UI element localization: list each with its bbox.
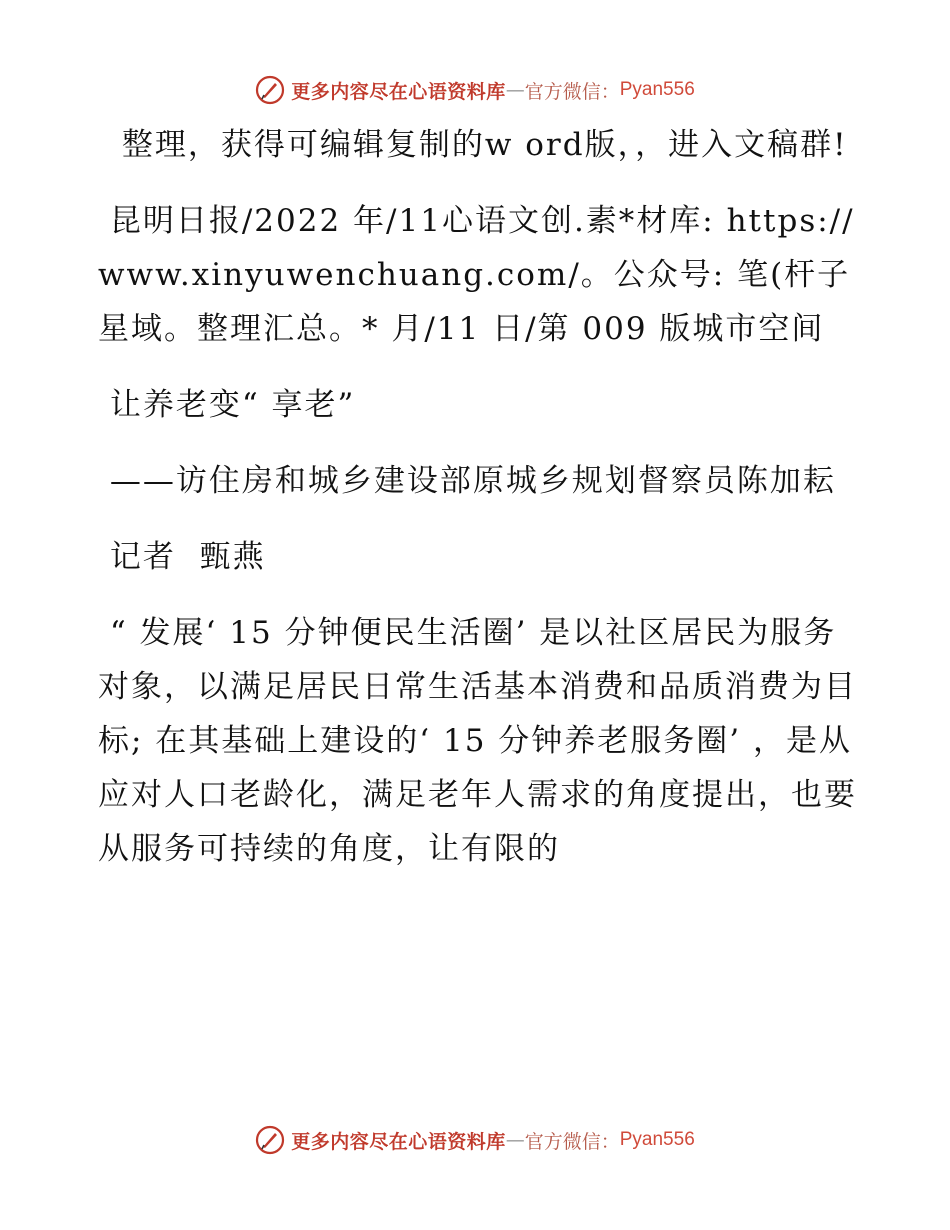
- article-subtitle: ——访住房和城乡建设部原城乡规划督察员陈加耘: [98, 463, 836, 499]
- quill-logo-icon: [255, 75, 285, 105]
- quill-logo-icon: [255, 1125, 285, 1155]
- article-title: 让养老变“ 享老”: [98, 387, 356, 423]
- watermark-brand-text: 更多内容尽在心语资料库: [291, 80, 506, 103]
- watermark-separator: —: [505, 79, 525, 101]
- paragraph-body: “ 发展‘ 15 分钟便民生活圈’ 是以社区居民为服务对象，以满足居民日常生活基本消费和品质消费为目标; 在其基础上建设的‘ 15 分钟养老服务圈’ ，是从应对人口老龄化，满足老年人需求的角度提出，也要从服务可持续的角度，让有限的: [98, 615, 857, 867]
- watermark-wechat-id: Pyan556: [619, 1129, 695, 1150]
- watermark-wechat-id: Pyan556: [619, 79, 695, 100]
- watermark-brand-text: 更多内容尽在心语资料库: [291, 1130, 506, 1153]
- footer-watermark: [0, 1120, 950, 1160]
- document-body: [98, 118, 858, 898]
- article-byline: 记者 甄燕: [98, 539, 266, 575]
- watermark-separator: —: [505, 1129, 525, 1151]
- watermark-official-label: 官方微信：: [524, 80, 620, 103]
- header-watermark: [0, 70, 950, 110]
- paragraph-source-info: 昆明日报/2022 年/11心语文创.素*材库: https://www.xinyuwenchuang.com/。公众号: 笔(杆子星域。整理汇总。* 月/11 日/第 009 版城市空间: [98, 203, 855, 347]
- watermark-official-label: 官方微信：: [524, 1130, 620, 1153]
- paragraph-edit-note: 整理，获得可编辑复制的w ord版，，进入文稿群!: [110, 127, 848, 163]
